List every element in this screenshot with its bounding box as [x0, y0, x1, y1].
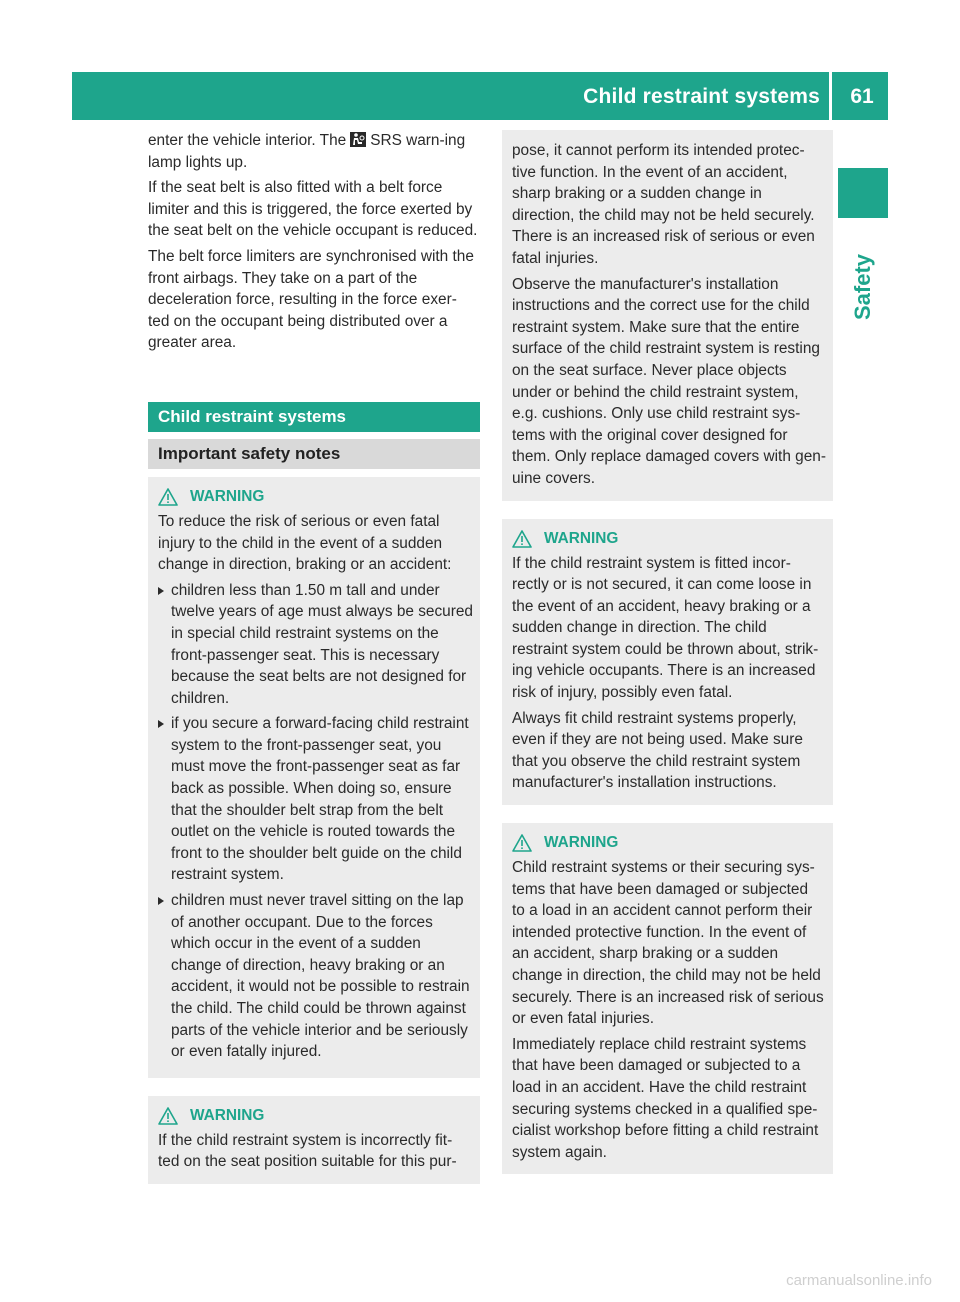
warning-header	[512, 529, 826, 549]
sync-paragraph: The belt force limiters are synchronised with the front airbags. They take on a part of the deceleration force, resulting in the force exer-ted on the occupant being distributed over a greater area.	[148, 247, 474, 352]
warning-header	[158, 487, 473, 507]
side-tab-label: Safety	[850, 253, 875, 321]
warning-title: WARNING	[544, 834, 619, 852]
header-bar	[72, 72, 888, 120]
warning-header	[512, 833, 826, 853]
warning-title: WARNING	[190, 1106, 265, 1124]
warning-title: WARNING	[190, 488, 265, 506]
intro-text-after: SRS warn-ing lamp lights up.	[148, 132, 466, 171]
warning-box-continued	[502, 130, 833, 501]
header-divider	[829, 72, 832, 120]
warning-box	[502, 519, 833, 806]
warning-triangle-icon	[158, 488, 178, 506]
warning-triangle-icon	[512, 530, 532, 548]
intro-paragraph	[148, 130, 480, 173]
left-column	[148, 130, 480, 1184]
list-item: children less than 1.50 m tall and under twelve years of age must always be secured in special child restraint systems on the front-passenger seat. This is necessary because the seat belts are not designed for children.	[158, 580, 473, 710]
warning-text: If the child restraint system is fitted incor-rectly or is not secured, it can come loose in the event of an accident, heavy braking or a sudden change in direction. The child restraint system could be thrown about, strik-ing vehicle occupants. There is an increased risk of injury, possibly even fatal.	[512, 554, 819, 702]
intro-text-before: enter the vehicle interior. The	[148, 132, 347, 149]
warning-text: Observe the manufacturer's installation instructions and the correct use for the child restraint system. Make sure that the entire surface of the child restraint system is resting on the seat surface. Never place objects under or behind the child restraint system, e.g. cushions. Only use child restraint sys-tems with the original cover designed for them. Only replace damaged covers with gen-uine covers.	[512, 275, 826, 487]
warning-box	[148, 1096, 480, 1184]
page-number: 61	[850, 85, 874, 108]
warning-text: If the child restraint system is incorrectly fit-ted on the seat position suitable for this pur-	[158, 1131, 457, 1171]
warning-bullet-list	[158, 580, 473, 1063]
warning-header	[158, 1106, 473, 1126]
warning-text: Immediately replace child restraint systems that have been damaged or subjected to a load in an accident. Have the child restraint securing systems checked in a qualified spe-cialist workshop before fitting a child restraint system again.	[512, 1035, 819, 1161]
section-marker	[838, 168, 888, 218]
section-heading: Child restraint systems	[148, 402, 480, 432]
page-header-title: Child restraint systems	[583, 85, 820, 108]
warning-box	[148, 477, 480, 1078]
belt-limiter-paragraph: If the seat belt is also fitted with a belt force limiter and this is triggered, the force exerted by the seat belt on the vehicle occupant is reduced.	[148, 179, 478, 240]
side-tab-safety[interactable]	[840, 232, 886, 342]
list-item: if you secure a forward-facing child restraint system to the front-passenger seat, you must move the front-passenger seat as far back as possible. When doing so, ensure that the shoulder belt strap from the belt outlet on the vehicle is routed towards the front to the shoulder belt guide on the child restraint system.	[158, 713, 473, 886]
warning-triangle-icon	[512, 834, 532, 852]
warning-text: pose, it cannot perform its intended protec-tive function. In the event of an accident, sharp braking or a sudden change in direction, the child may not be held securely. There is an increased risk of serious or even fatal injuries.	[512, 142, 815, 267]
footer-watermark: carmanualsonline.info	[786, 1272, 932, 1289]
sub-heading: Important safety notes	[148, 439, 480, 469]
warning-text: Child restraint systems or their securing sys-tems that have been damaged or subjected to a load in an accident cannot perform their intended protective function. In the event of an accident, sharp braking or a sudden change in direction, the child may not be held securely. There is an increased risk of serious or even fatal injuries.	[512, 859, 824, 1028]
warning-triangle-icon	[158, 1107, 178, 1125]
list-item: children must never travel sitting on the lap of another occupant. Due to the forces which occur in the event of a sudden change of direction, heavy braking or an accident, it would not be possible to restrain the child. The child could be thrown against parts of the vehicle interior and be seriously or even fatally injured.	[158, 890, 473, 1063]
warning-intro: To reduce the risk of serious or even fatal injury to the child in the event of a sudden change in direction, braking or an accident:	[158, 512, 452, 574]
srs-warning-lamp-icon	[350, 132, 366, 147]
right-column	[502, 130, 833, 1174]
warning-box	[502, 823, 833, 1174]
warning-title: WARNING	[544, 529, 619, 547]
warning-text: Always fit child restraint systems properly, even if they are not being used. Make sure that you observe the child restraint system manufacturer's installation instructions.	[512, 709, 803, 792]
